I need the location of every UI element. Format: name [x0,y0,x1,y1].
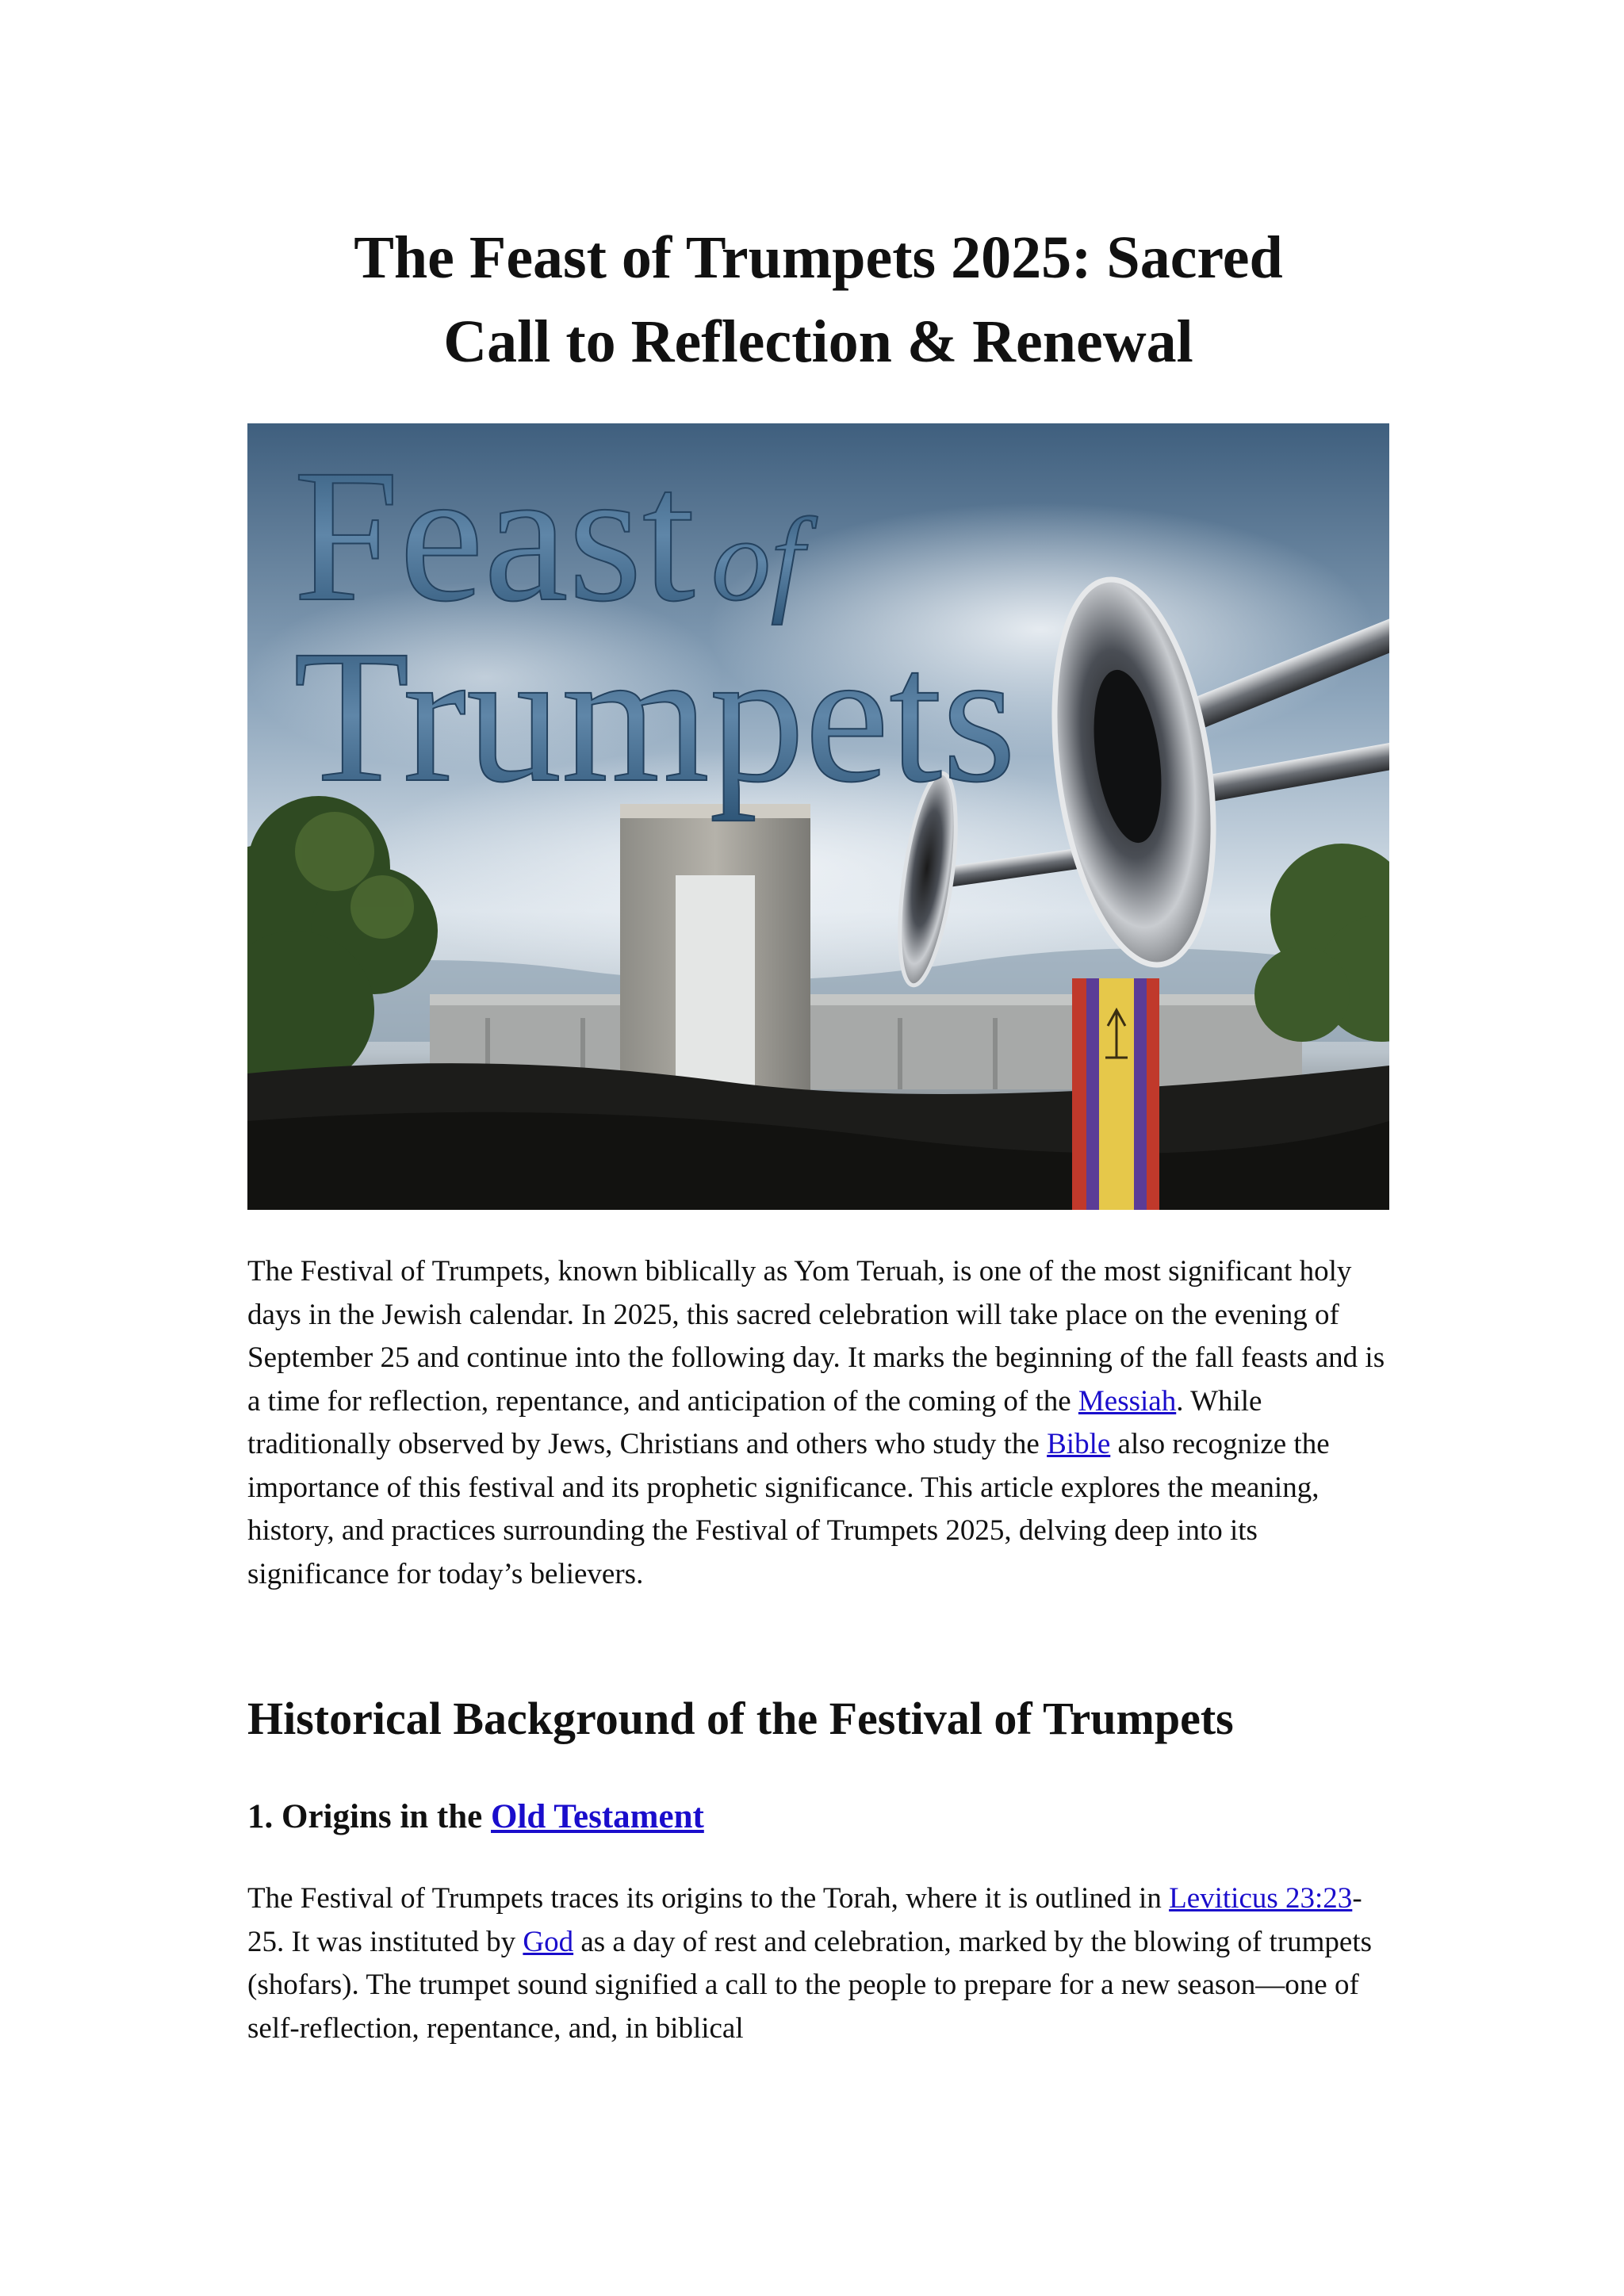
title-line-2: Call to Reflection & Renewal [443,308,1193,375]
origins-paragraph: The Festival of Trumpets traces its origins to the Torah, where it is outlined in Leviticus 23:23-25. It was instituted by God as a day of rest and celebration, marked by the blowing of trumpets (shofars). The trumpet sound signified a call to the people to prepare for a new season—one of self-reflection, repentance, and, in biblical [247,1882,1373,2045]
hero-word-trumpets: Trumpets [293,610,1017,821]
hero-image [247,423,1389,1210]
leviticus-link[interactable]: Leviticus 23:23 [1169,1882,1353,1915]
article-title [247,216,1389,384]
hero-word-of: of [711,494,804,626]
messiah-link[interactable]: Messiah [1078,1384,1177,1418]
god-link[interactable]: God [523,1925,574,1958]
old-testament-link[interactable]: Old Testament [491,1798,704,1835]
intro-paragraph: The Festival of Trumpets, known biblically as Yom Teruah, is one of the most significant holy days in the Jewish calendar. In 2025, this sacred celebration will take place on the evening of September 25 and continue into the following day. It marks the beginning of the fall feasts and is a time for reflection, repentance, and anticipation of the coming of the Messiah. While traditionally observed by Jews, Christians and others who study the Bible also recognize the importance of this festival and its prophetic significance. This article explores the meaning, history, and practices surrounding the Festival of Trumpets 2025, delving deep into its significance for today’s believers. [247,1255,1385,1590]
subsection-heading: 1. Origins in the Old Testament [247,1798,704,1835]
hero-word-feast: Feast [293,430,695,641]
section-heading: Historical Background of the Festival of Trumpets [247,1693,1234,1744]
bible-link[interactable]: Bible [1047,1428,1111,1460]
title-line-1: The Feast of Trumpets 2025: Sacred [354,224,1283,291]
